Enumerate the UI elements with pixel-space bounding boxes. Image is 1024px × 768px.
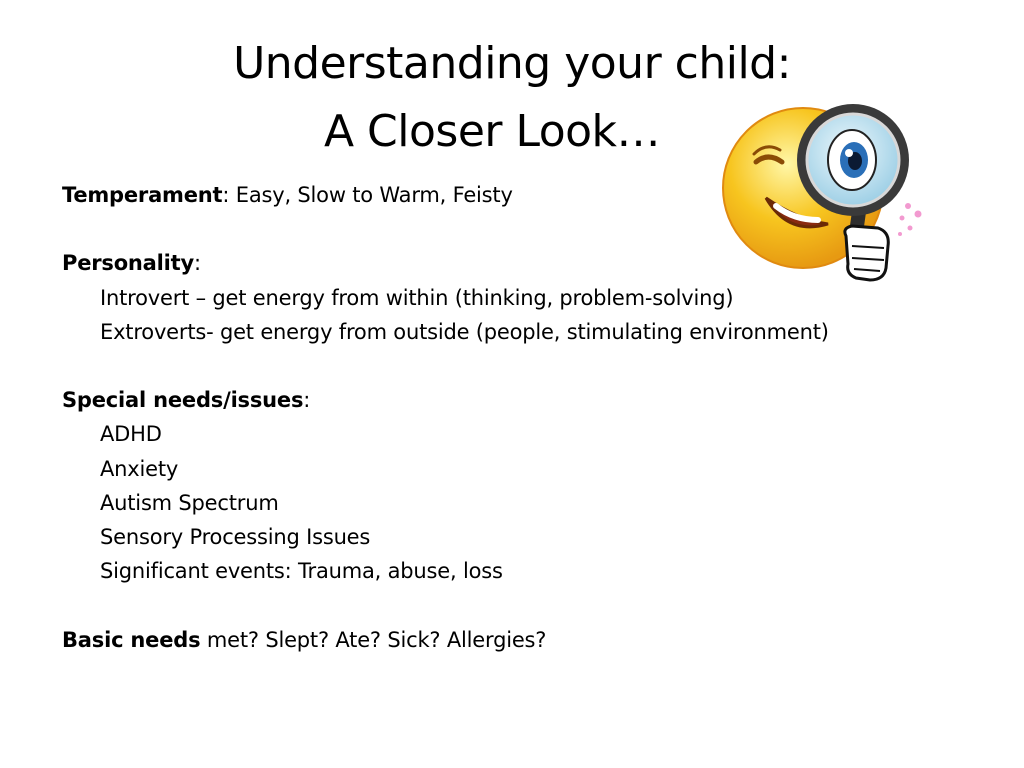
personality-item: Introvert – get energy from within (thinking, problem-solving) xyxy=(100,285,734,310)
basic-needs-label: Basic needs xyxy=(62,627,201,652)
personality-item: Extroverts- get energy from outside (people, stimulating environment) xyxy=(100,319,829,344)
temperament-label: Temperament xyxy=(62,183,223,207)
title-line-1: Understanding your child: xyxy=(233,38,791,89)
temperament-text: Easy, Slow to Warm, Feisty xyxy=(229,183,513,207)
basic-needs-line xyxy=(62,623,962,657)
personality-heading xyxy=(62,246,962,280)
spacer xyxy=(62,212,962,246)
temperament-sep: : xyxy=(222,183,230,207)
personality-label: Personality xyxy=(62,251,194,276)
temperament-line xyxy=(62,178,962,212)
special-needs-sep: : xyxy=(303,388,311,413)
special-needs-item: Autism Spectrum xyxy=(100,490,279,515)
special-needs-item: ADHD xyxy=(100,422,162,447)
special-needs-label: Special needs/issues xyxy=(62,388,304,413)
special-needs-item: Anxiety xyxy=(100,456,179,481)
slide-body xyxy=(62,178,962,657)
basic-needs-text: met? Slept? Ate? Sick? Allergies? xyxy=(200,627,547,652)
title-line-2: A Closer Look… xyxy=(323,106,661,157)
special-needs-item: Significant events: Trauma, abuse, loss xyxy=(100,559,503,584)
special-needs-item: Sensory Processing Issues xyxy=(100,525,371,549)
eye-highlight xyxy=(845,149,853,157)
spacer xyxy=(62,349,962,383)
personality-sep: : xyxy=(193,251,201,276)
special-needs-heading xyxy=(62,383,962,417)
spacer xyxy=(62,588,962,622)
